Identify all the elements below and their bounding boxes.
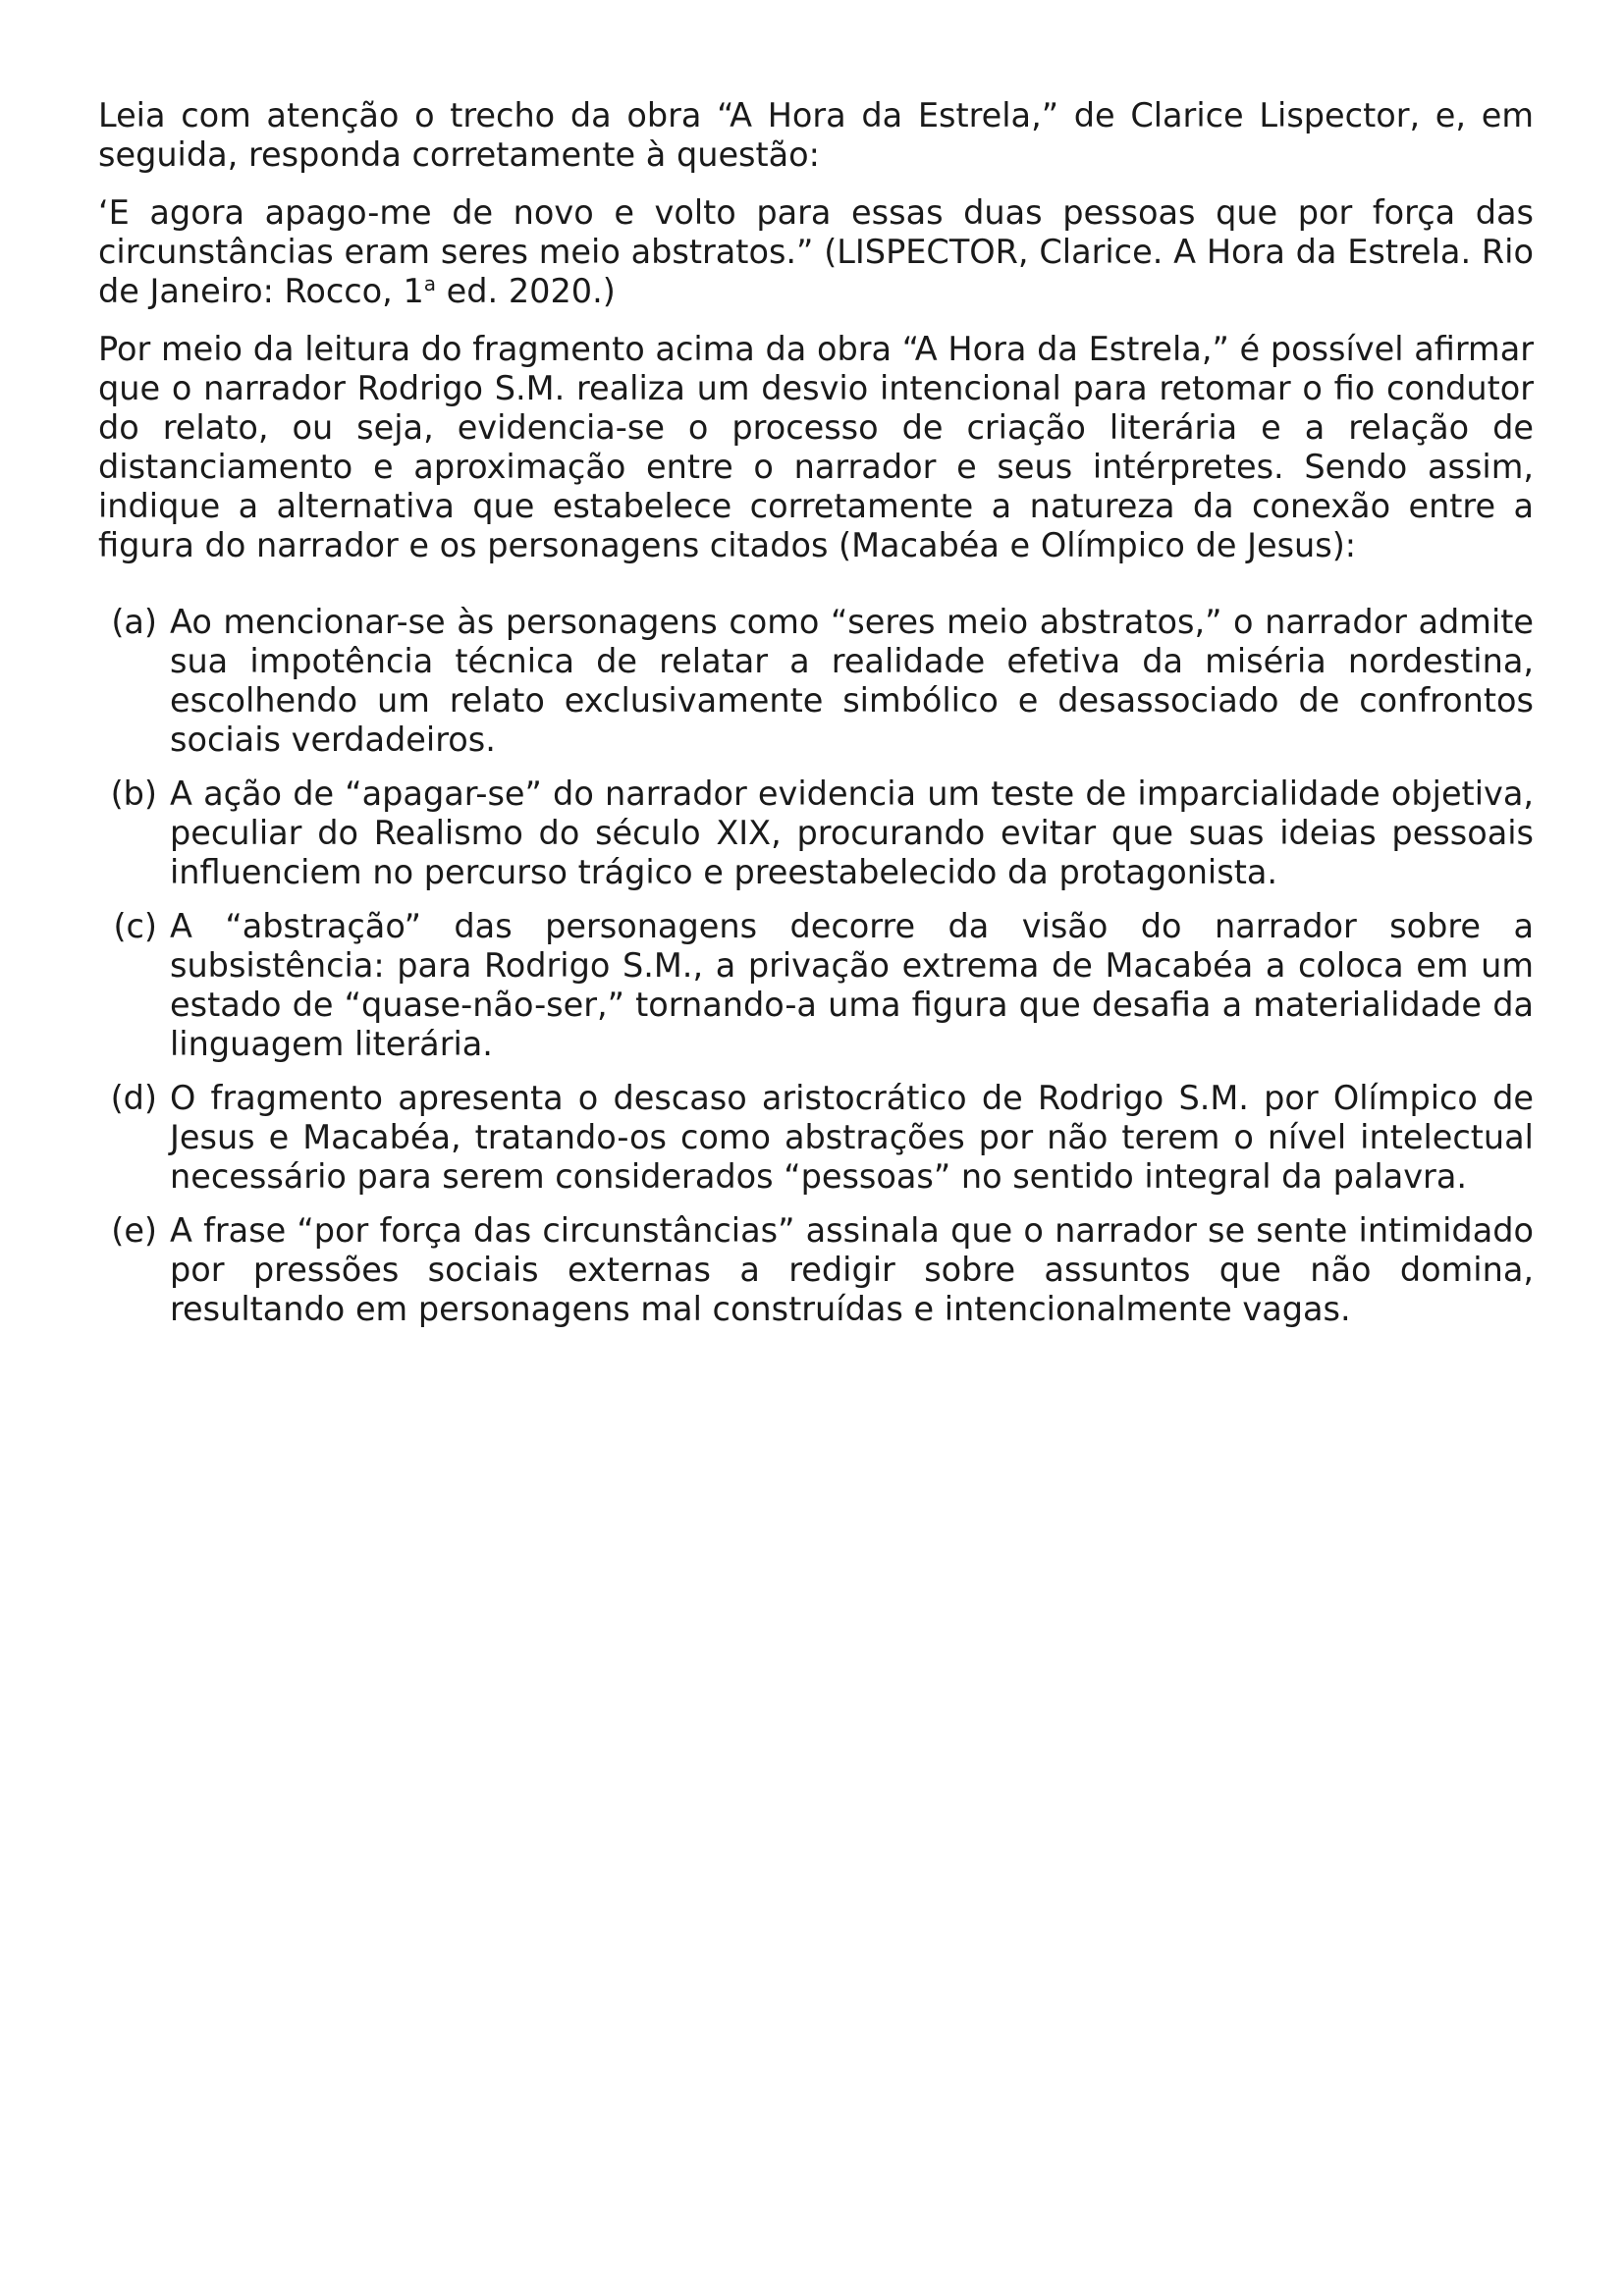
quote-text (98, 193, 1534, 311)
option-letter: (c) (113, 907, 157, 945)
option-text: A frase “por força das circunstâncias” assinala que o narrador se sente intimidado por pressões sociais externas a redigir sobre assuntos que não domina, resultando em personagens mal construídas e intencionalmente vagas. (170, 1211, 1534, 1328)
option-c[interactable] (98, 907, 1534, 1064)
option-letter: (d) (110, 1079, 157, 1117)
option-letter: (b) (110, 774, 157, 813)
option-e[interactable] (98, 1211, 1534, 1329)
option-d[interactable] (98, 1079, 1534, 1197)
option-b[interactable] (98, 774, 1534, 892)
question-page (98, 96, 1534, 1344)
option-letter: (a) (111, 603, 157, 641)
question-text: Por meio da leitura do fragmento acima da obra “A Hora da Estrela,” é possível afirmar que o narrador Rodrigo S.M. realiza um desvio intencional para retomar o fio condutor do relato, ou seja, evidencia-se o processo de criação literária e a relação de distanciamento e aproximação entre o narrador e seus intérpretes. Sendo assim, indique a alternativa que estabelece corretamente a natureza da conexão entre a figura do narrador e os personagens citados (Macabéa e Olímpico de Jesus): (98, 330, 1534, 564)
option-letter: (e) (111, 1211, 157, 1250)
edition-superscript: a (423, 272, 437, 295)
option-text: O fragmento apresenta o descaso aristocrático de Rodrigo S.M. por Olímpico de Jesus e Macabéa, tratando-os como abstrações por não terem o nível intelectual necessário para serem considerados “pessoas” no sentido integral da palavra. (170, 1079, 1534, 1196)
quote-body: ‘E agora apago-me de novo e volto para essas duas pessoas que por força das circunstâncias eram seres meio abstratos.” (LISPECTOR, Clarice. A Hora da Estrela. Rio de Janeiro: Rocco, 1 (98, 193, 1534, 310)
option-text: A ação de “apagar-se” do narrador evidencia um teste de imparcialidade objetiva, peculiar do Realismo do século XIX, procurando evitar que suas ideias pessoais influenciem no percurso trágico e preestabelecido da protagonista. (170, 774, 1534, 891)
option-text: Ao mencionar-se às personagens como “seres meio abstratos,” o narrador admite sua impotência técnica de relatar a realidade efetiva da miséria nordestina, escolhendo um relato exclusivamente simbólico e desassociado de confrontos sociais verdadeiros. (170, 603, 1534, 759)
answer-options (98, 603, 1534, 1329)
instruction-text: Leia com atenção o trecho da obra “A Hora da Estrela,” de Clarice Lispector, e, em seguida, responda corretamente à questão: (98, 96, 1534, 174)
option-text: A “abstração” das personagens decorre da visão do narrador sobre a subsistência: para Rodrigo S.M., a privação extrema de Macabéa a coloca em um estado de “quase-não-ser,” tornando-a uma figura que desafia a materialidade da linguagem literária. (170, 907, 1534, 1063)
option-a[interactable] (98, 603, 1534, 760)
quote-end: ed. 2020.) (436, 272, 616, 310)
